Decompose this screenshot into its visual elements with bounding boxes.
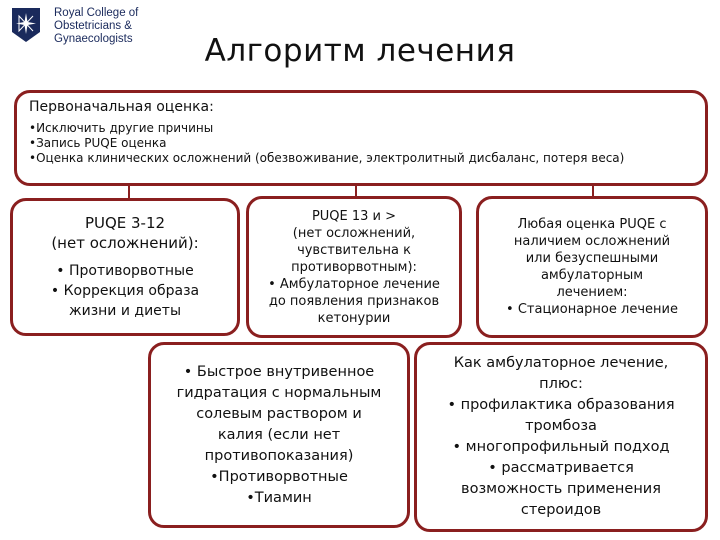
text-line: амбулаторным bbox=[540, 268, 644, 283]
mild-subtitle: (нет осложнений): bbox=[51, 234, 199, 252]
text-line: • Стационарное лечение bbox=[506, 302, 678, 317]
text-line: Как амбулаторное лечение, bbox=[453, 355, 669, 371]
text-line: противопоказания) bbox=[204, 447, 354, 464]
text-line: • Быстрое внутривенное bbox=[183, 363, 375, 380]
text-line: наличием осложнений bbox=[513, 234, 671, 249]
logo-line: Obstetricians & bbox=[54, 20, 132, 32]
text-line: до появления признаков bbox=[268, 293, 440, 309]
logo-line: Gynaecologists bbox=[54, 33, 133, 45]
text-line: калия (если нет bbox=[217, 426, 341, 443]
text-line: лечением: bbox=[556, 285, 628, 300]
list-item: • Исключить другие причины bbox=[29, 121, 693, 136]
text-line: плюс: bbox=[539, 376, 583, 392]
text-line: гидратация с нормальным bbox=[176, 384, 382, 401]
logo-line: Royal College of bbox=[54, 7, 139, 19]
text-line: •Тиамин bbox=[246, 489, 312, 506]
text-line: • Амбулаторное лечение bbox=[268, 276, 440, 292]
list-item: жизни и диеты bbox=[68, 303, 181, 319]
severe-box bbox=[476, 196, 708, 338]
text-line: PUQE 13 и > bbox=[311, 208, 397, 224]
initial-assessment-box bbox=[14, 90, 708, 186]
text-line: тромбоза bbox=[525, 418, 597, 434]
moderate-box bbox=[246, 196, 462, 338]
page-title: Алгоритм лечения bbox=[204, 33, 516, 69]
text-line: • профилактика образования bbox=[447, 397, 675, 413]
list-item: • Противорвотные bbox=[56, 263, 194, 279]
text-line: кетонурии bbox=[317, 310, 391, 326]
list-item: • Запись PUQE оценка bbox=[29, 136, 693, 151]
list-item: • Оценка клинических осложнений (обезвоживание, электролитный дисбаланс, потеря веса) bbox=[29, 151, 693, 166]
mild-box bbox=[10, 198, 240, 336]
initial-assessment-heading: Первоначальная оценка: bbox=[29, 99, 214, 115]
text-line: стероидов bbox=[520, 502, 602, 518]
text-line: • рассматривается bbox=[488, 460, 634, 476]
text-line: возможность применения bbox=[461, 481, 661, 497]
text-line: чувствительна к bbox=[297, 242, 411, 258]
text-line: •Противорвотные bbox=[210, 468, 348, 485]
text-line: (нет осложнений, bbox=[292, 225, 416, 241]
text-line: солевым раствором и bbox=[196, 405, 362, 422]
text-line: • многопрофильный подход bbox=[452, 439, 670, 455]
mild-title: PUQE 3-12 bbox=[84, 214, 166, 232]
text-line: Любая оценка PUQE с bbox=[517, 217, 667, 232]
text-line: противорвотным): bbox=[291, 259, 417, 275]
list-item: • Коррекция образа bbox=[50, 283, 200, 299]
inpatient-treatment-box bbox=[414, 342, 708, 532]
text-line: или безуспешными bbox=[525, 251, 659, 266]
outpatient-treatment-box bbox=[148, 342, 410, 528]
mild-items bbox=[51, 261, 199, 321]
initial-assessment-list bbox=[29, 121, 693, 166]
